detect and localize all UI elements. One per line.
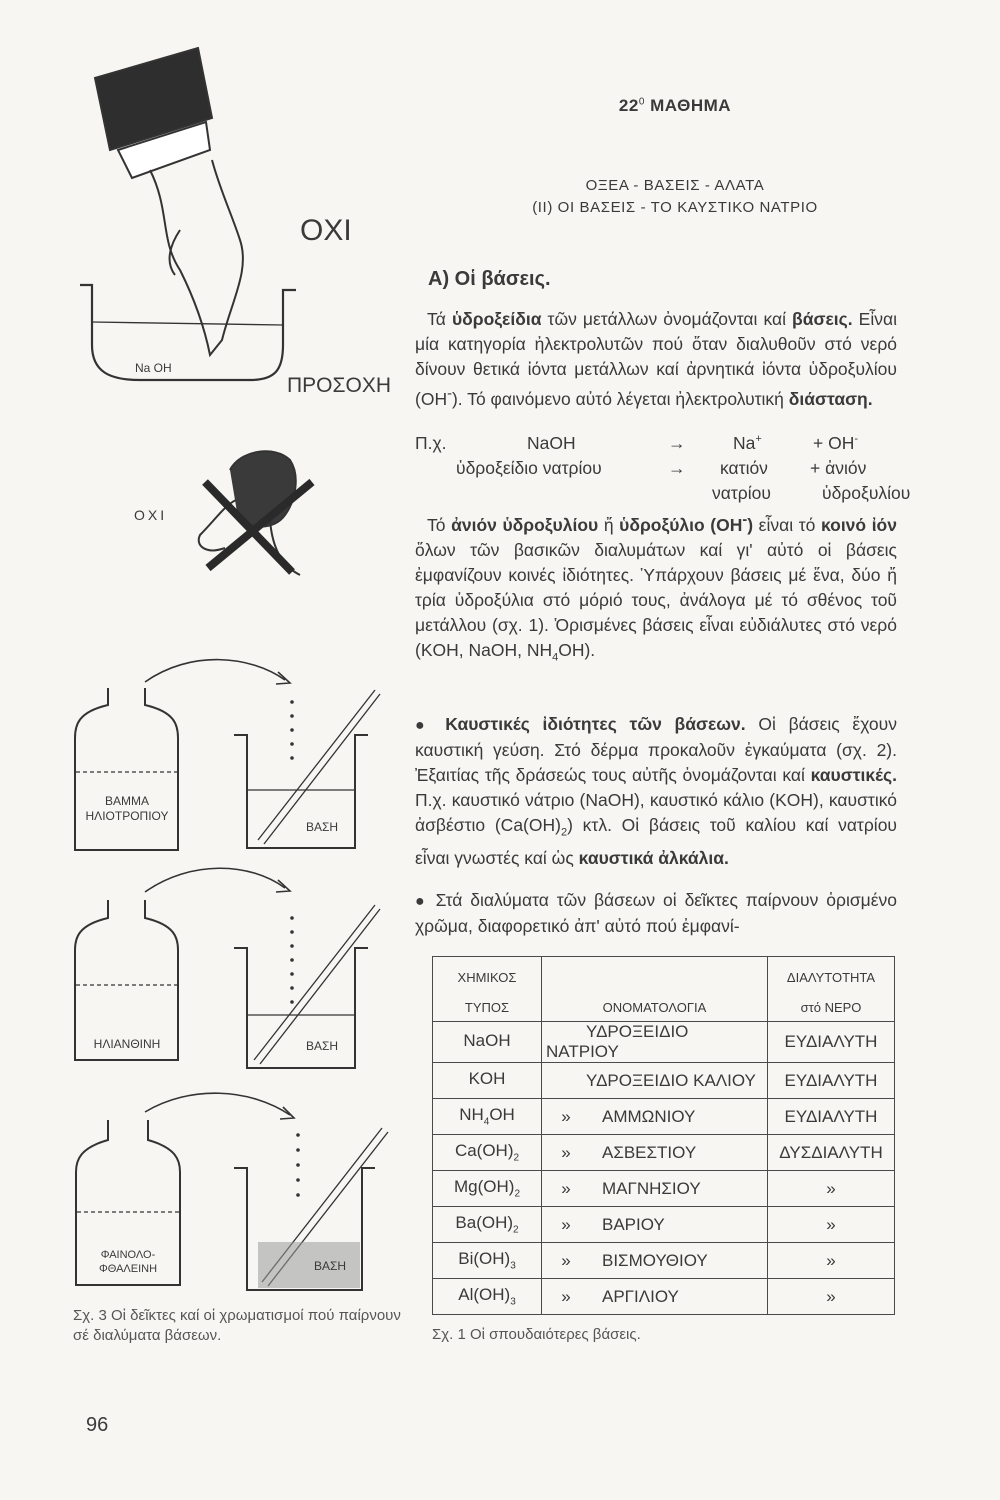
para-text: OH). bbox=[558, 639, 596, 660]
header-solubility bbox=[768, 957, 895, 1022]
lesson-heading bbox=[430, 96, 920, 116]
caustic-paragraph bbox=[415, 712, 897, 871]
name-cell bbox=[542, 1099, 768, 1135]
intro-text: τῶν μετάλλων ὀνομάζονται καί bbox=[547, 309, 786, 329]
table-row bbox=[433, 1279, 895, 1315]
formula-cell bbox=[433, 1279, 542, 1315]
example-label: Π.χ. bbox=[415, 433, 447, 453]
subtitle-2: (ΙΙ) ΟΙ ΒΑΣΕΙΣ - ΤΟ ΚΑΥΣΤΙΚΟ ΝΑΤΡΙΟ bbox=[532, 199, 818, 216]
name-cell bbox=[542, 1243, 768, 1279]
solubility-cell: » bbox=[768, 1243, 895, 1279]
name-text: ΑΣΒΕΣΤΙΟΥ bbox=[602, 1142, 697, 1162]
formula-subscript: 2 bbox=[513, 1224, 519, 1236]
anion-symbol: OH bbox=[828, 433, 855, 453]
lesson-degree: 0 bbox=[638, 96, 645, 108]
formula-text: Ca(OH) bbox=[454, 1141, 514, 1161]
beaker-1-label: ΒΑΣΗ bbox=[305, 820, 339, 834]
formula-cell bbox=[433, 1207, 542, 1243]
para-text: ) bbox=[747, 514, 754, 535]
formula-subscript: 2 bbox=[513, 1152, 520, 1164]
bottle-2-line-1: ΗΛΙΑΝΘΙΝΗ bbox=[93, 1037, 161, 1051]
para-text: ἤ bbox=[603, 514, 614, 535]
name-text: ΑΡΓΙΛΙΟΥ bbox=[602, 1286, 679, 1306]
ditto-mark: » bbox=[561, 1142, 571, 1162]
base-beakers bbox=[234, 690, 388, 1290]
formula-cell bbox=[433, 1099, 542, 1135]
example-cation-name-2: νατρίου bbox=[712, 483, 771, 503]
name-text: ΜΑΓΝΗΣΙΟΥ bbox=[602, 1178, 701, 1198]
term-bases: βάσεις. bbox=[792, 309, 853, 329]
example-base-name: ὑδροξείδιο νατρίου bbox=[456, 458, 602, 478]
lesson-title: ΜΑΘΗΜΑ bbox=[650, 96, 732, 115]
table-row bbox=[433, 1243, 895, 1279]
term-dissociation: διάσταση. bbox=[788, 388, 873, 409]
name-text: ΑΜΜΩΝΙΟΥ bbox=[602, 1106, 696, 1126]
formula-cell bbox=[433, 1243, 542, 1279]
header-formula bbox=[433, 957, 542, 1022]
solubility-cell: » bbox=[768, 1171, 895, 1207]
ditto-mark: » bbox=[561, 1178, 571, 1198]
section-a-title: Α) Οἱ βάσεις. bbox=[428, 268, 551, 290]
formula-cell bbox=[433, 1022, 542, 1063]
name-cell bbox=[542, 1063, 768, 1099]
formula-cell bbox=[433, 1171, 542, 1207]
term-common-ion: κοινό ἰόν bbox=[820, 514, 897, 535]
subscript: 4 bbox=[552, 651, 559, 664]
hand-drawing bbox=[95, 48, 243, 355]
formula-text: Mg(OH) bbox=[453, 1177, 515, 1197]
para-text: Στά διαλύματα τῶν βάσεων οἱ δεῖκτες παίρνουν ὁρισμένο χρῶμα, διαφορετικό ἀπ' αὐτό πού ἐμφανί- bbox=[415, 890, 897, 936]
intro-text: ). Τό φαινόμενο αὐτό λέγεται ἠλεκτρολυτική bbox=[451, 388, 784, 409]
name-text: ΥΔΡΟΞΕΙΔΙΟ ΚΑΛΙΟΥ bbox=[586, 1070, 756, 1090]
bases-table bbox=[432, 956, 895, 1315]
intro-text: Εἶναι μία κατηγορία ἠλεκτρολυτῶν πού ὅταν διαλυθοῦν στό νερό δίνουν θετικά ἰόντα μετάλλων καί ἀρνητικά ἰόντα ὑδροξυλίου (OH bbox=[415, 309, 897, 409]
formula-text: Al(OH) bbox=[458, 1285, 511, 1305]
header-text: στό ΝΕΡΟ bbox=[800, 1000, 862, 1015]
para-text: Τό bbox=[427, 514, 446, 535]
example-anion-name: + ἀνιόν bbox=[810, 458, 867, 478]
solubility-cell: ΕΥΔΙΑΛΥΤΗ bbox=[768, 1063, 895, 1099]
superscript: - bbox=[742, 512, 748, 528]
name-cell bbox=[542, 1279, 768, 1315]
header-text: ΔΙΑΛΥΤΟΤΗΤΑ bbox=[786, 970, 876, 985]
bottle-1-line-2: ΗΛΙΟΤΡΟΠΙΟΥ bbox=[85, 809, 169, 823]
formula-text: OH bbox=[489, 1105, 515, 1125]
cation-symbol: Na bbox=[733, 433, 756, 453]
table-row bbox=[433, 1207, 895, 1243]
naoh-vessel bbox=[80, 285, 296, 380]
formula-cell bbox=[433, 1063, 542, 1099]
superscript: - bbox=[854, 433, 859, 446]
caustic-title: Καυστικές ἰδιότητες τῶν βάσεων. bbox=[445, 714, 746, 734]
ditto-mark: » bbox=[561, 1106, 571, 1126]
formula-text: KOH bbox=[468, 1069, 506, 1089]
hydroxyl-paragraph bbox=[415, 508, 897, 670]
para-text: εἶναι τό bbox=[758, 514, 816, 535]
ditto-mark: » bbox=[561, 1214, 571, 1234]
header-text: ΤΥΠΟΣ bbox=[464, 1000, 510, 1015]
example-cation-name: κατιόν bbox=[720, 458, 768, 478]
table-body bbox=[433, 1022, 895, 1315]
subtitle-1: ΟΞΕΑ - ΒΑΣΕΙΣ - ΑΛΑΤΑ bbox=[585, 177, 765, 194]
formula-subscript: 2 bbox=[514, 1188, 520, 1200]
solubility-cell: ΕΥΔΙΑΛΥΤΗ bbox=[768, 1099, 895, 1135]
name-cell bbox=[542, 1135, 768, 1171]
plus-sign: + bbox=[813, 433, 824, 453]
example-anion bbox=[813, 433, 858, 454]
example-arrow-2: → bbox=[668, 458, 686, 478]
table-row bbox=[433, 1063, 895, 1099]
transfer-arrows bbox=[145, 660, 294, 1119]
bullet-2-icon: ● bbox=[415, 893, 428, 910]
header-nomenclature: ΟΝΟΜΑΤΟΛΟΓΙΑ bbox=[542, 957, 768, 1022]
bottle-3-line-1: ΦΑΙΝΟΛΟ- bbox=[100, 1249, 156, 1261]
example-formula: NaOH bbox=[527, 433, 576, 453]
term-caustic-alkalis: καυστικά ἀλκάλια. bbox=[578, 847, 729, 868]
bottle-3-line-2: ΦΘΑΛΕΙΝΗ bbox=[98, 1263, 158, 1275]
lesson-number: 22 bbox=[618, 96, 639, 115]
term-caustic: καυστικές. bbox=[810, 765, 897, 785]
formula-text: NH bbox=[459, 1105, 484, 1125]
bullet-1-icon: ● bbox=[415, 717, 433, 734]
para-text: Π.χ. καυστικό νάτριο (NaOH), καυστικό κάλιο (KOH), καυστικό ἀσβέστιο (Ca(OH) bbox=[415, 790, 897, 835]
drops bbox=[290, 700, 300, 1197]
table-header-row bbox=[433, 957, 895, 1022]
solubility-cell: » bbox=[768, 1279, 895, 1315]
name-cell bbox=[542, 1207, 768, 1243]
example-anion-name-2: ὑδροξυλίου bbox=[822, 483, 911, 503]
term-hydroxides: ὑδροξείδια bbox=[451, 309, 542, 329]
name-cell bbox=[542, 1171, 768, 1207]
name-text: ΒΙΣΜΟΥΘΙΟΥ bbox=[602, 1250, 708, 1270]
ditto-mark: » bbox=[561, 1250, 571, 1270]
table-row bbox=[433, 1099, 895, 1135]
child-tasting-drawing bbox=[199, 451, 312, 575]
solubility-cell: ΔΥΣΔΙΑΛΥΤΗ bbox=[768, 1135, 895, 1171]
intro-paragraph bbox=[415, 307, 897, 412]
para-text: ὅλων τῶν βασικῶν διαλυμάτων καί γι' αὐτό οἱ βάσεις ἐμφανίζουν κοινές ἰδιότητες. Ὑπάρχουν βάσεις μέ ἕνα, δύο ἤ τρία ὑδροξύλια στό μόριό τους, ἀνάλογα μέ τό σθένος τοῦ μετάλλου (σχ. 1). Ὁρισμένες βάσεις εἶναι εὐδιάλυτες στό νερό (KOH, NaOH, NH bbox=[415, 539, 897, 660]
para-text: Οἱ βάσεις ἔχουν καυστική γεύση. Στό δέρμα προκαλοῦν ἐγκαύματα (σχ. 2). Ἐξαιτίας τῆς δράσεώς τους αὐτῆς ὀνομάζονται καί bbox=[415, 714, 897, 785]
caution-label: ΠΡΟΣΟΧΗ bbox=[287, 374, 391, 397]
page-number: 96 bbox=[86, 1414, 109, 1436]
term-hydroxyl bbox=[619, 512, 754, 535]
term-hydroxyl-anion: ἀνιόν ὑδροξυλίου bbox=[451, 514, 599, 535]
para-text: ὑδροξύλιο (OH bbox=[619, 514, 743, 535]
table-caption: Σχ. 1 Οἱ σπουδαιότερες βάσεις. bbox=[432, 1326, 641, 1343]
formula-text: NaOH bbox=[463, 1030, 511, 1050]
indicator-paragraph bbox=[415, 888, 897, 939]
no-label-2: ΟΧΙ bbox=[134, 507, 168, 523]
name-text: ΥΔΡΟΞΕΙΔΙΟ ΝΑΤΡΙΟΥ bbox=[546, 1022, 689, 1061]
header-text: ΧΗΜΙΚΟΣ bbox=[457, 970, 517, 985]
formula-cell bbox=[433, 1135, 542, 1171]
name-cell bbox=[542, 1022, 768, 1063]
superscript: - bbox=[447, 386, 452, 402]
formula-subscript: 3 bbox=[510, 1260, 516, 1272]
indicator-bottles bbox=[75, 688, 180, 1285]
ditto-mark: » bbox=[561, 1286, 571, 1306]
table-row bbox=[433, 1135, 895, 1171]
para-text: ) κτλ. Οἱ βάσεις τοῦ καλίου καί νατρίου εἶναι γνωστές καί ὡς bbox=[415, 815, 897, 868]
naoh-label: Na OH bbox=[135, 361, 172, 375]
subscript: 2 bbox=[560, 826, 568, 839]
no-label-1: ΟΧΙ bbox=[300, 214, 352, 247]
beaker-2-label: ΒΑΣΗ bbox=[305, 1039, 339, 1053]
solubility-cell: ΕΥΔΙΑΛΥΤΗ bbox=[768, 1022, 895, 1063]
figure-3-caption: Σχ. 3 Οἱ δεῖκτες καί οἱ χρωματισμοί πού παίρνουν σέ διαλύματα βάσεων. bbox=[73, 1307, 401, 1344]
formula-text: Bi(OH) bbox=[458, 1249, 511, 1269]
example-arrow: → bbox=[668, 433, 686, 453]
name-text: ΒΑΡΙΟΥ bbox=[602, 1214, 665, 1234]
formula-subscript: 4 bbox=[483, 1116, 490, 1128]
beaker-3-label: ΒΑΣΗ bbox=[313, 1259, 347, 1273]
superscript: + bbox=[755, 433, 762, 446]
table-row bbox=[433, 1022, 895, 1063]
table-row bbox=[433, 1171, 895, 1207]
example-cation bbox=[733, 433, 762, 454]
intro-text: Τά bbox=[427, 309, 446, 329]
bottle-1-line-1: ΒΑΜΜΑ bbox=[104, 794, 150, 808]
solubility-cell: » bbox=[768, 1207, 895, 1243]
formula-text: Ba(OH) bbox=[455, 1213, 514, 1233]
formula-subscript: 3 bbox=[510, 1296, 516, 1308]
